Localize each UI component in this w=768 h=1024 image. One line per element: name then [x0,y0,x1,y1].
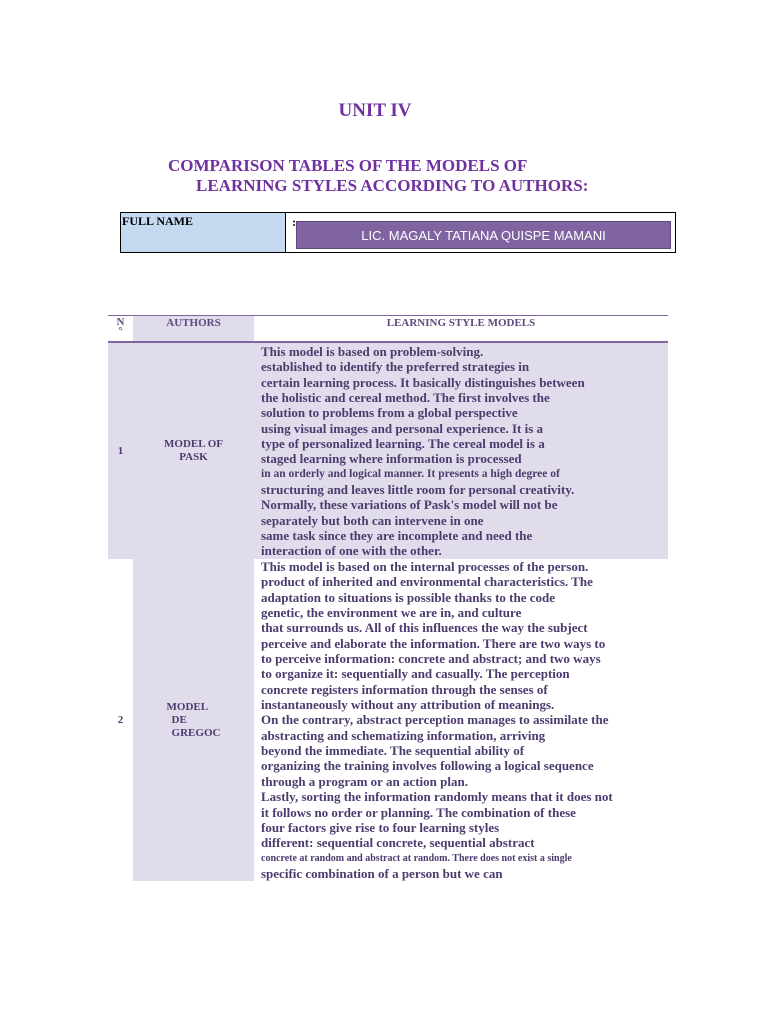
page-title-line2: LEARNING STYLES ACCORDING TO AUTHORS: [196,176,589,195]
text-line: same task since they are incomplete and need the [261,528,533,544]
full-name-label: FULL NAME [121,213,286,252]
unit-title: UNIT IV [338,100,412,121]
full-name-value[interactable]: LIC. MAGALY TATIANA QUISPE MAMANI [296,221,671,249]
row-author-line: DE [171,713,187,726]
text-line: adaptation to situations is possible thanks to the code [261,589,555,605]
row-number: 1 [108,343,133,559]
text-line: Lastly, sorting the information randomly means that it does not [261,789,613,805]
row-author-line: GREGOC [171,726,221,739]
row-author-line: MODEL OF [164,438,223,450]
text-line: structuring and leaves little room for personal creativity. [261,482,575,498]
text-line: beyond the immediate. The sequential ability of [261,743,525,759]
text-line: type of personalized learning. The cereal model is a [261,436,545,452]
header-number [108,316,133,341]
text-line: to organize it: sequentially and casually. The perception [261,666,570,682]
header-number-line1: N [116,316,125,328]
full-name-colon: : [292,215,296,229]
page-title [168,156,588,196]
header-number-line2: ° [118,325,123,337]
text-line: staged learning where information is processed [261,451,522,467]
full-name-cell [286,213,675,252]
row-number: 2 [108,559,133,881]
comparison-table [108,315,668,881]
text-line: concrete registers information through the senses of [261,681,548,697]
text-line: that surrounds us. All of this influences the way the subject [261,620,588,636]
table-row [108,343,668,559]
header-authors: AUTHORS [133,316,254,341]
text-line: established to identify the preferred strategies in [261,359,530,375]
text-line: certain learning process. It basically distinguishes between [261,374,585,390]
text-line: using visual images and personal experience. It is a [261,420,544,436]
text-line: organizing the training involves following a logical sequence [261,758,594,774]
text-line: product of inherited and environmental characteristics. The [261,574,593,590]
text-line: Normally, these variations of Pask's model will not be [261,497,558,513]
row-author [133,559,254,881]
text-line: the holistic and cereal method. The first involves the [261,390,550,406]
row-author-line: MODEL [166,700,209,713]
row-model-text [254,343,668,559]
page-title-line1: COMPARISON TABLES OF THE MODELS OF [168,156,528,175]
table-row [108,559,668,881]
text-line: it follows no order or planning. The combination of these [261,804,576,820]
full-name-box [120,212,676,253]
text-line: solution to problems from a global perspective [261,405,518,421]
text-line: On the contrary, abstract perception manages to assimilate the [261,712,609,728]
row-author-line: PASK [179,451,208,463]
text-line: genetic, the environment we are in, and culture [261,605,522,621]
text-line: different: sequential concrete, sequential abstract [261,835,535,851]
header-models: LEARNING STYLE MODELS [386,317,536,329]
text-line: perceive and elaborate the information. There are two ways to [261,635,606,651]
text-line: four factors give rise to four learning styles [261,819,500,835]
text-line: This model is based on the internal processes of the person. [261,559,589,574]
text-line: separately but both can intervene in one [261,512,484,528]
text-line: specific combination of a person but we can [261,865,503,881]
table-header [108,316,668,343]
text-line: abstracting and schematizing information, arriving [261,727,546,743]
row-model-text [254,559,668,881]
text-line: This model is based on problem-solving. [261,344,484,359]
text-line: instantaneously without any attribution of meanings. [261,697,555,713]
text-line: concrete at random and abstract at random. There does not exist a single [261,852,572,864]
text-line: to perceive information: concrete and abstract; and two ways [261,651,601,667]
row-author [133,343,254,559]
text-line: through a program or an action plan. [261,773,468,789]
text-line: in an orderly and logical manner. It presents a high degree of [261,467,560,480]
text-line: interaction of one with the other. [261,543,442,559]
